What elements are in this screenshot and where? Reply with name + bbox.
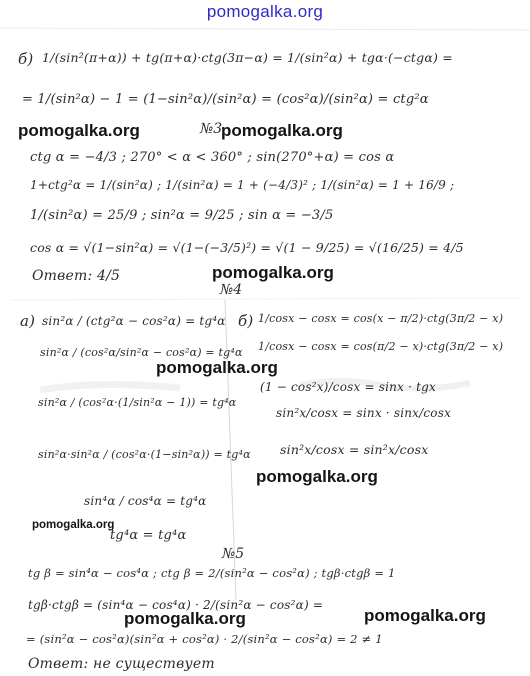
task4b-label: б): [238, 312, 254, 330]
watermark-5: pomogalka.org: [32, 519, 115, 531]
task3-line1: ctg α = −4/3 ; 270° < α < 360° ; sin(270°+α) = cos α: [30, 150, 395, 165]
task4b-line2: 1/cosx − cosx = cos(π/2 − x)·ctg(3π/2 − x): [258, 340, 504, 353]
task5-line2: tgβ·ctgβ = (sin⁴α − cos⁴α) · 2/(sin²α − cos²α) =: [28, 598, 324, 612]
watermark-7: pomogalka.org: [124, 609, 246, 628]
task3-answer: Ответ: 4/5: [32, 268, 121, 284]
task4b-line3: (1 − cos²x)/cosx = sinx · tgx: [260, 380, 436, 394]
task4-number: №4: [220, 282, 243, 298]
task3-line4: cos α = √(1−sin²α) = √(1−(−3/5)²) = √(1 − 9/25) = √(16/25) = 4/5: [30, 240, 464, 255]
task4b-line4: sin²x/cosx = sinx · sinx/cosx: [276, 406, 452, 420]
task3-number: №3: [200, 121, 223, 137]
task4a-line6: tg⁴α = tg⁴α: [110, 528, 187, 543]
task5-answer: Ответ: не существует: [28, 656, 215, 672]
watermark-1: pomogalka.org: [18, 121, 140, 140]
task5-line1: tg β = sin⁴α − cos⁴α ; ctg β = 2/(sin²α − cos²α) ; tgβ·ctgβ = 1: [28, 566, 396, 580]
watermark-8: pomogalka.org: [364, 606, 486, 625]
task5-line3: = (sin²α − cos²α)(sin²α + cos²α) · 2/(sin²α − cos²α) = 2 ≠ 1: [26, 632, 383, 646]
task4a-line3: sin²α / (cos²α·(1/sin²α − 1)) = tg⁴α: [38, 396, 237, 409]
watermark-6: pomogalka.org: [256, 467, 378, 486]
task3-line3: 1/(sin²α) = 25/9 ; sin²α = 9/25 ; sin α = −3/5: [30, 208, 334, 223]
task4a-label: а): [20, 312, 36, 330]
watermark-4: pomogalka.org: [156, 358, 278, 377]
task2b-line2: = 1/(sin²α) − 1 = (1−sin²α)/(sin²α) = (cos²α)/(sin²α) = ctg²α: [22, 92, 429, 107]
task2b-line1: 1/(sin²(π+α)) + tg(π+α)·ctg(3π−α) = 1/(sin²α) + tgα·(−ctgα) =: [42, 50, 453, 65]
header-watermark: pomogalka.org: [206, 2, 324, 21]
task4a-line2: sin²α / (cos²α/sin²α − cos²α) = tg⁴α: [40, 346, 243, 359]
task5-number: №5: [222, 546, 245, 562]
task4a-line1: sin²α / (ctg²α − cos²α) = tg⁴α: [42, 314, 226, 328]
watermark-2: pomogalka.org: [221, 121, 343, 140]
task3-line2: 1+ctg²α = 1/(sin²α) ; 1/(sin²α) = 1 + (−4/3)² ; 1/(sin²α) = 1 + 16/9 ;: [30, 178, 455, 192]
task4a-line5: sin⁴α / cos⁴α = tg⁴α: [84, 494, 207, 508]
task4b-line1: 1/cosx − cosx = cos(x − π/2)·ctg(3π/2 − x): [258, 312, 504, 325]
task4b-line5: sin²x/cosx = sin²x/cosx: [280, 442, 429, 457]
watermark-3: pomogalka.org: [212, 263, 334, 282]
task2b-label: б): [18, 50, 34, 68]
task4a-line4: sin²α·sin²α / (cos²α·(1−sin²α)) = tg⁴α: [38, 448, 251, 461]
